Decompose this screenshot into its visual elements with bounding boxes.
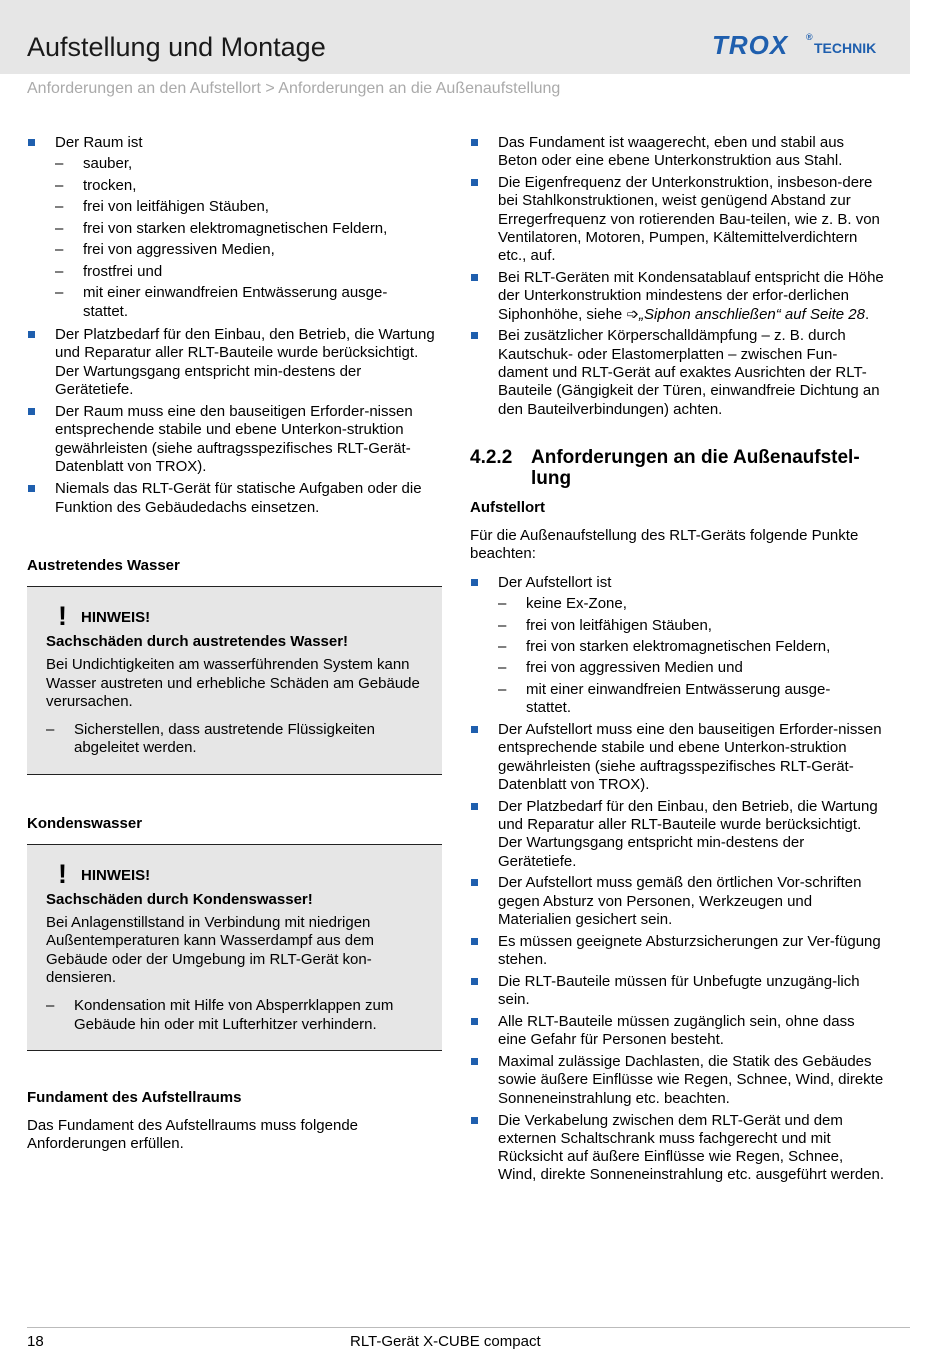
notice-body: Bei Anlagenstillstand in Verbindung mit niedrigen Außentemperaturen kann Wasserdampf aus dem Gebäude oder der Umgebung im RLT-Gerät kon-densieren. bbox=[46, 914, 374, 986]
exclamation-icon: ! bbox=[58, 600, 67, 631]
siphon-link[interactable]: „Siphon anschließen“ auf Seite 28 bbox=[639, 305, 865, 323]
list-item: Niemals das RLT-Gerät für statische Aufgaben oder die Funktion des Gebäudedachs einsetzen. bbox=[27, 480, 442, 517]
list-item: Der Platzbedarf für den Einbau, den Betrieb, die Wartung und Reparatur aller RLT-Bauteile wurde berücksichtigt. Der Wartungsgang entspricht min-destens der Gerätetiefe. bbox=[470, 798, 885, 871]
list-item: – frei von leitfähigen Stäuben, bbox=[498, 617, 885, 635]
site-intro: Der Aufstellort ist bbox=[498, 573, 612, 591]
notice-keyword: HINWEIS! bbox=[81, 608, 151, 626]
site-intro-text: Für die Außenaufstellung des RLT-Geräts folgende Punkte beachten: bbox=[470, 526, 859, 563]
list-item: Maximal zulässige Dachlasten, die Statik des Gebäudes sowie äußere Einflüsse wie Regen, Schnee, Wind, direkte Sonneneinstrahlung etc. beachten. bbox=[470, 1053, 885, 1108]
right-column bbox=[470, 134, 885, 1185]
arrow-link-icon: ➩ bbox=[626, 305, 640, 323]
trox-logo bbox=[712, 30, 884, 64]
list-item: – mit einer einwandfreien Entwässerung ausge- stattet. bbox=[55, 284, 442, 321]
list-item: Die Verkabelung zwischen dem RLT-Gerät und dem externen Schaltschrank muss fachgerecht und mit Rücksicht auf äußere Einflüsse wie Regen, Schnee, Wind, direkte Sonneneinstrahlung etc. ausgeführt werden. bbox=[470, 1112, 885, 1185]
logo-technik-text: TECHNIK bbox=[814, 40, 877, 56]
notice-header bbox=[46, 600, 426, 631]
exclamation-icon: ! bbox=[58, 858, 67, 889]
list-item: Der Platzbedarf für den Einbau, den Betrieb, die Wartung und Reparatur aller RLT-Bauteile wurde berücksichtigt. Der Wartungsgang entspricht min-destens der Gerätetiefe. bbox=[27, 326, 442, 399]
notice-action: – Sicherstellen, dass austretende Flüssigkeiten abgeleitet werden. bbox=[46, 721, 426, 758]
list-item: – frei von starken elektromagnetischen Feldern, bbox=[498, 638, 885, 656]
list-item: Der Raum muss eine den bauseitigen Erforder-nissen entsprechende stabile und ebene Unterkon-struktion gewährleisten (siehe auftragsspezifisches RLT-Gerät-Datenblatt von TROX). bbox=[27, 403, 442, 476]
divider bbox=[27, 1050, 442, 1051]
site-requirements-list bbox=[470, 574, 885, 1185]
list-item: Es müssen geeignete Absturzsicherungen zur Ver-fügung stehen. bbox=[470, 933, 885, 970]
notice-keyword: HINWEIS! bbox=[81, 866, 151, 884]
foundation-text: Das Fundament des Aufstellraums muss folgende Anforderungen erfüllen. bbox=[27, 1116, 359, 1153]
list-item bbox=[470, 574, 885, 718]
room-intro: Der Raum ist bbox=[55, 134, 143, 151]
list-item: – frostfrei und bbox=[55, 263, 442, 281]
room-requirements-list bbox=[27, 134, 442, 517]
list-item: Bei zusätzlicher Körperschalldämpfung – z. B. durch Kautschuk- oder Elastomerplatten – zwischen Fun-dament und RLT-Gerät auf exaktes Ausrichten der RLT-Bauteile (Gängigkeit der Türen, einwandfreie Dichtung an den Bauteilverbindungen) achten. bbox=[470, 327, 885, 418]
list-item: Der Aufstellort muss gemäß den örtlichen Vor-schriften gegen Absturz von Personen, Werkzeugen und Materialien gesichert sein. bbox=[470, 874, 885, 929]
list-item: – frei von aggressiven Medien, bbox=[55, 241, 442, 259]
list-item: – mit einer einwandfreien Entwässerung ausge- stattet. bbox=[498, 681, 885, 718]
footer-divider bbox=[27, 1327, 910, 1328]
list-item: – frei von leitfähigen Stäuben, bbox=[55, 198, 442, 216]
chapter-title: Aufstellung und Montage bbox=[27, 32, 326, 62]
list-item: Alle RLT-Bauteile müssen zugänglich sein, ohne dass eine Gefahr für Personen besteht. bbox=[470, 1013, 885, 1050]
divider bbox=[27, 774, 442, 775]
list-item: Das Fundament ist waagerecht, eben und stabil aus Beton oder eine ebene Unterkonstruktion aus Stahl. bbox=[470, 134, 885, 171]
list-item: – keine Ex-Zone, bbox=[498, 595, 885, 613]
list-item: – trocken, bbox=[55, 177, 442, 195]
document-title: RLT-Gerät X-CUBE compact bbox=[350, 1333, 541, 1350]
notice-action: – Kondensation mit Hilfe von Absperrklappen zum Gebäude hin oder mit Lufterhitzer verhindern. bbox=[46, 997, 426, 1034]
section-number: 4.2.2 bbox=[470, 446, 513, 468]
list-item: Die Eigenfrequenz der Unterkonstruktion, insbeson-dere bei Stahlkonstruktionen, weist genügend Abstand zur Erregerfrequenz von rotierenden Bau-teilen, wie z. B. von Ventilatoren, Motoren, Pumpen, Kältemittelverdichtern etc., auf. bbox=[470, 174, 885, 265]
site-conditions-list bbox=[498, 595, 885, 718]
notice-header bbox=[46, 858, 426, 889]
list-item: – frei von starken elektromagnetischen Feldern, bbox=[55, 220, 442, 238]
list-item bbox=[470, 269, 885, 324]
list-item: Der Aufstellort muss eine den bauseitigen Erforder-nissen entsprechende stabile und ebene Unterkon-struktion gewährleisten (siehe auftragsspezifisches RLT-Gerät-Datenblatt von TROX). bbox=[470, 721, 885, 794]
subheading-foundation: Fundament des Aufstellraums bbox=[27, 1088, 242, 1106]
foundation-requirements-list bbox=[470, 134, 885, 419]
section-heading bbox=[470, 447, 885, 489]
list-item: – frei von aggressiven Medien und bbox=[498, 659, 885, 677]
section-title: Anforderungen an die Außenaufstel-lung bbox=[531, 446, 860, 489]
notice-body: Bei Undichtigkeiten am wasserführenden System kann Wasser austreten und erhebliche Schäden am Gebäude verursachen. bbox=[46, 656, 420, 710]
subheading-site: Aufstellort bbox=[470, 498, 545, 516]
list-item bbox=[27, 134, 442, 321]
notice-heading: Sachschäden durch austretendes Wasser! bbox=[46, 632, 349, 650]
siphon-text: Bei RLT-Geräten mit Kondensatablauf entspricht die Höhe der Unterkonstruktion mindestens der erfor-derlichen Siphonhöhe, siehe bbox=[498, 269, 884, 323]
notice-heading: Sachschäden durch Kondenswasser! bbox=[46, 890, 313, 908]
left-column bbox=[27, 134, 442, 1153]
list-item: – sauber, bbox=[55, 155, 442, 173]
logo-trox-text: TROX bbox=[712, 30, 789, 60]
subheading-leaking-water: Austretendes Wasser bbox=[27, 556, 180, 574]
subheading-condensate: Kondenswasser bbox=[27, 814, 143, 832]
logo-registered-mark: ® bbox=[806, 32, 813, 42]
list-item: Die RLT-Bauteile müssen für Unbefugte unzugäng-lich sein. bbox=[470, 973, 885, 1010]
breadcrumb: Anforderungen an den Aufstellort > Anforderungen an die Außenaufstellung bbox=[27, 80, 561, 97]
room-conditions-list bbox=[55, 155, 442, 321]
siphon-period: . bbox=[865, 305, 870, 323]
notice-box-condensate bbox=[27, 845, 442, 1050]
page-header bbox=[0, 0, 910, 74]
page-number: 18 bbox=[27, 1333, 44, 1350]
notice-box-water bbox=[27, 587, 442, 774]
